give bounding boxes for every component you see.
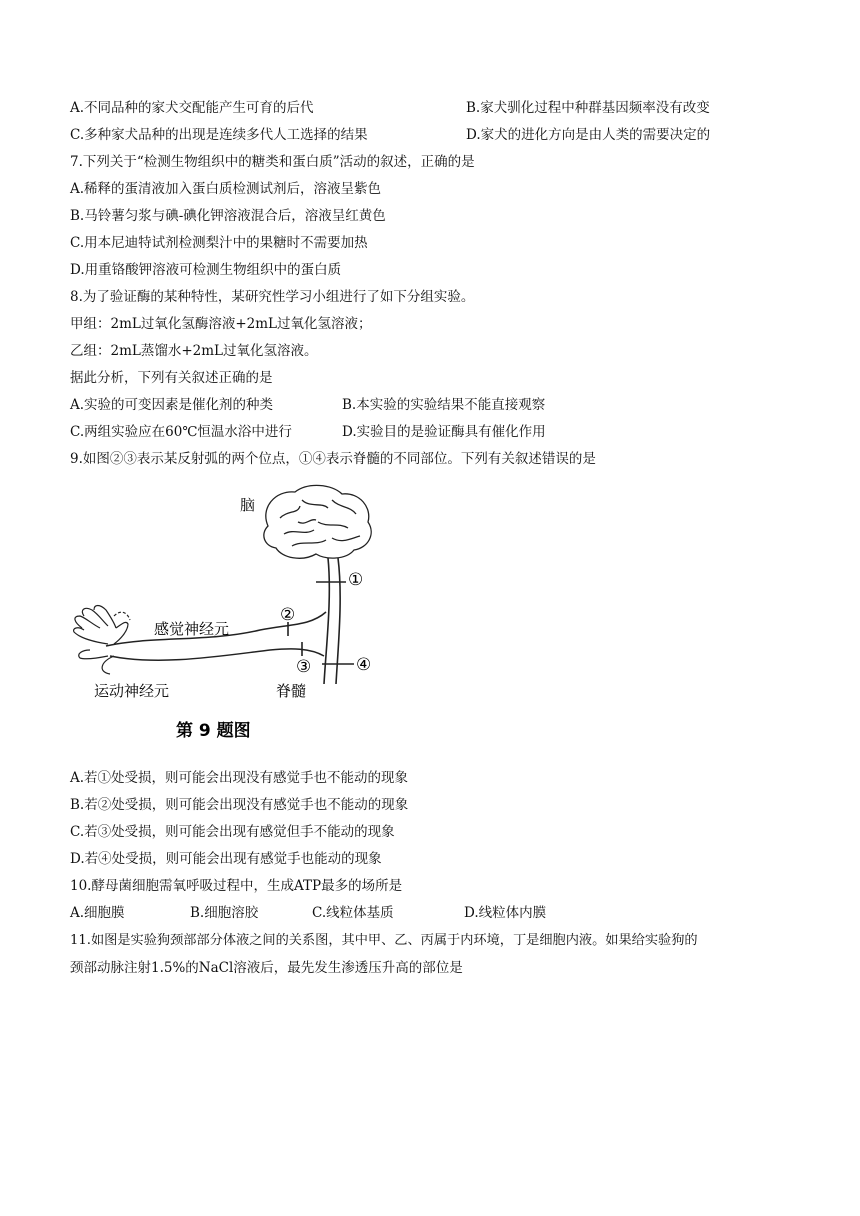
mark-4-label: ④ (356, 655, 372, 675)
q9-option-a: A.若①处受损，则可能会出现没有感觉手也不能动的现象 (70, 770, 409, 786)
q9-option-c: C.若③处受损，则可能会出现有感觉但手不能动的现象 (70, 824, 395, 840)
reflex-arc-figure (70, 478, 400, 748)
mark-2-label: ② (280, 605, 296, 625)
motor-neuron-label: 运动神经元 (94, 682, 170, 700)
q7-option-d: D.用重铬酸钾溶液可检测生物组织中的蛋白质 (70, 262, 342, 278)
mark-1-label: ① (348, 570, 364, 590)
q8-option-d: D.实验目的是验证酶具有催化作用 (342, 424, 546, 440)
q10-stem: 10.酵母菌细胞需氧呼吸过程中，生成ATP最多的场所是 (70, 878, 403, 894)
q7-option-b: B.马铃薯匀浆与碘-碘化钾溶液混合后，溶液呈红黄色 (70, 208, 386, 224)
q8-option-c: C.两组实验应在60℃恒温水浴中进行 (70, 424, 292, 440)
q8-stem: 8.为了验证酶的某种特性，某研究性学习小组进行了如下分组实验。 (70, 289, 475, 305)
q11-stem-line1: 11.如图是实验狗颈部部分体液之间的关系图，其中甲、乙、丙属于内环境，丁是细胞内液。如果给实验狗的 (70, 933, 698, 948)
q10-option-c: C.线粒体基质 (312, 905, 394, 921)
hand-illustration (74, 606, 130, 659)
q6-option-a: A.不同品种的家犬交配能产生可育的后代 (70, 100, 314, 116)
q6-option-b: B.家犬驯化过程中种群基因频率没有改变 (466, 100, 710, 116)
q7-stem: 7.下列关于“检测生物组织中的糖类和蛋白质”活动的叙述，正确的是 (70, 154, 475, 170)
q6-option-c: C.多种家犬品种的出现是连续多代人工选择的结果 (70, 127, 368, 143)
q11-stem-line2: 颈部动脉注射1.5%的NaCl溶液后，最先发生渗透压升高的部位是 (70, 960, 463, 976)
q10-option-b: B.细胞溶胶 (190, 905, 259, 921)
q9-option-d: D.若④处受损，则可能会出现有感觉手也能动的现象 (70, 851, 382, 867)
figure-caption: 第 9 题图 (176, 721, 251, 741)
q8-prompt: 据此分析，下列有关叙述正确的是 (70, 370, 273, 386)
q10-option-a: A.细胞膜 (70, 905, 125, 921)
brain-illustration (264, 485, 371, 558)
q7-option-a: A.稀释的蛋清液加入蛋白质检测试剂后，溶液呈紫色 (70, 181, 382, 197)
q9-stem: 9.如图②③表示某反射弧的两个位点，①④表示脊髓的不同部位。下列有关叙述错误的是 (70, 451, 596, 467)
brain-label: 脑 (240, 496, 256, 514)
q8-option-a: A.实验的可变因素是催化剂的种类 (70, 397, 274, 413)
spinal-cord-label: 脊髓 (276, 682, 307, 700)
q7-option-c: C.用本尼迪特试剂检测梨汁中的果糖时不需要加热 (70, 235, 368, 251)
mark-3-label: ③ (296, 657, 312, 677)
reflex-arc-diagram (70, 478, 400, 748)
q8-group1: 甲组：2mL过氧化氢酶溶液+2mL过氧化氢溶液； (70, 316, 372, 332)
q9-option-b: B.若②处受损，则可能会出现没有感觉手也不能动的现象 (70, 797, 409, 813)
q10-option-d: D.线粒体内膜 (464, 905, 547, 921)
q8-option-b: B.本实验的实验结果不能直接观察 (342, 397, 546, 413)
q6-option-d: D.家犬的进化方向是由人类的需要决定的 (466, 127, 711, 143)
q8-group2: 乙组：2mL蒸馏水+2mL过氧化氢溶液。 (70, 343, 318, 359)
sensory-neuron-label: 感觉神经元 (154, 620, 230, 638)
